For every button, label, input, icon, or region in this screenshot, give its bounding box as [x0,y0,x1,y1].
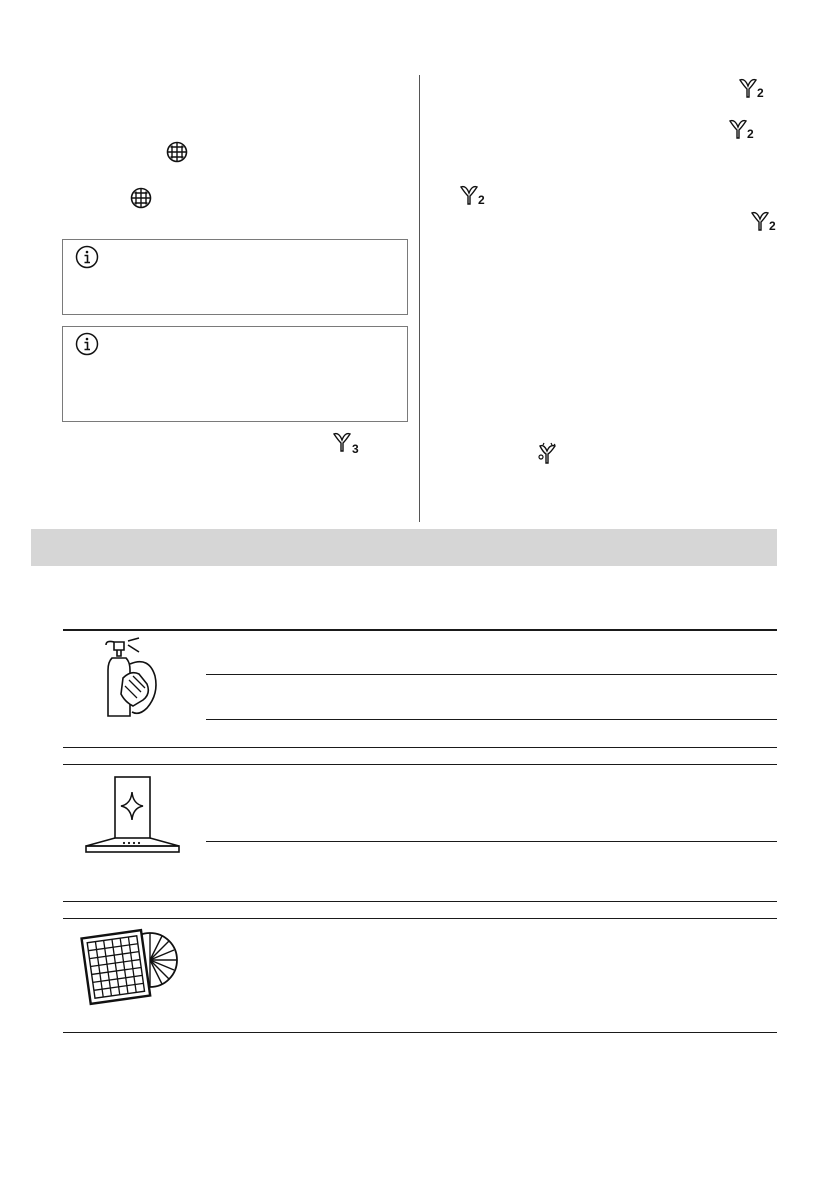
table-row-rule [63,747,777,748]
spray-cloth-icon [97,636,167,720]
info-note-box [62,239,408,315]
table-row-rule [206,719,777,720]
fan-auto-icon [537,442,559,466]
svg-text:2: 2 [769,219,776,232]
table-bottom-rule [63,1032,777,1033]
grid-icon [130,187,152,209]
table-row-rule [206,674,777,675]
table-row-rule [63,764,777,765]
hood-sparkle-icon [84,776,182,854]
table-row-rule [63,901,777,902]
svg-text:2: 2 [747,127,754,140]
column-divider [419,75,420,522]
grid-icon [166,141,188,163]
table-top-rule [63,629,777,631]
table-row-rule [63,918,777,919]
svg-text:3: 3 [352,442,359,455]
info-note-box [62,326,408,422]
fan-speed-2-icon [750,210,780,232]
info-icon [75,245,99,269]
section-header-bar [31,529,777,566]
fan-speed-2-icon [738,77,768,99]
fan-speed-2-icon [459,184,489,206]
svg-text:2: 2 [478,193,485,206]
fan-speed-3-icon [332,431,378,455]
info-icon [75,332,99,356]
table-row-rule [206,841,777,842]
fan-speed-2-icon [728,118,758,140]
grease-filter-icon [80,924,180,1008]
svg-text:2: 2 [757,86,764,99]
